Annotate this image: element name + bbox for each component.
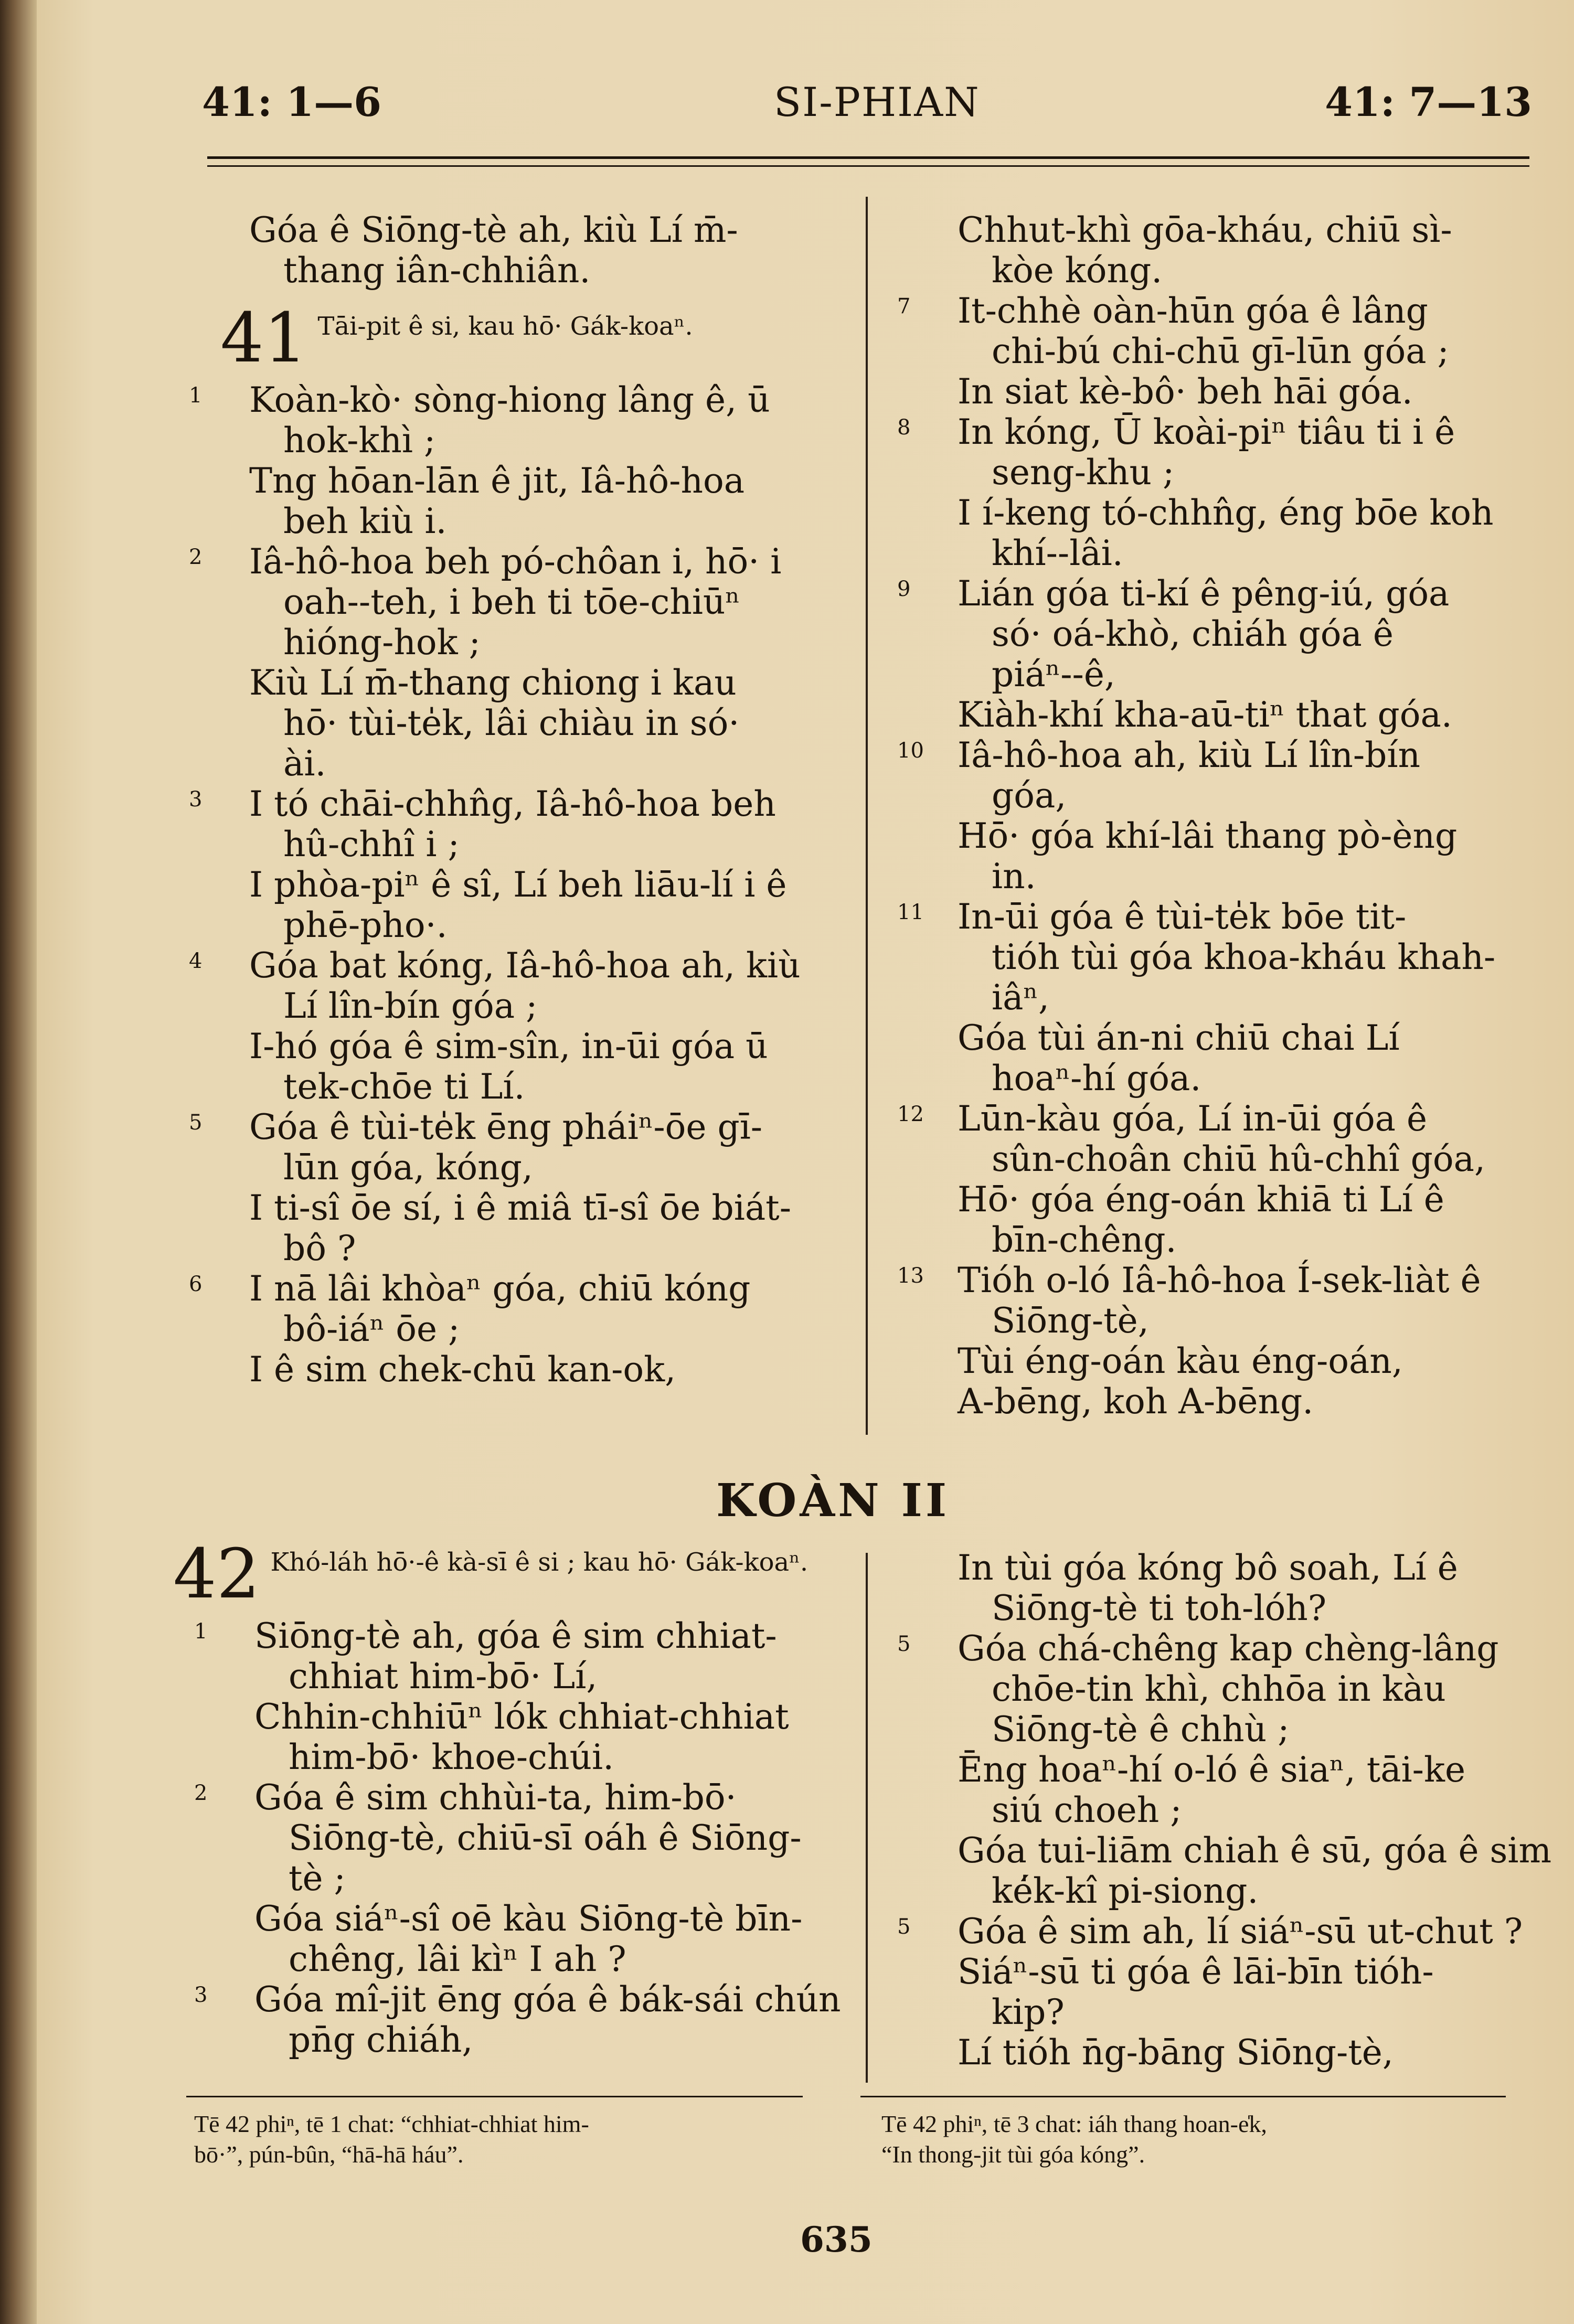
verse-line <box>189 380 834 420</box>
verse-line <box>897 1260 1543 1300</box>
intro-verse <box>220 210 834 291</box>
verse-line <box>929 1750 1543 1790</box>
verse-number: 2 <box>194 1781 208 1805</box>
footnote-rule-right <box>860 2096 1506 2097</box>
chapter-description: Tāi-pit ê si, kau hō· Gák-koaⁿ. <box>317 312 693 341</box>
verse-line <box>226 1939 845 1979</box>
verse-text: Lūn-kàu góa, Lí in-ūi góa ê <box>958 1099 1428 1139</box>
verse-text: Góa ê tùi-te̍k ēng pháiⁿ-ōe gī- <box>249 1107 763 1147</box>
verse-text: Hō· góa éng-oán khiā ti Lí ê <box>958 1179 1444 1220</box>
verse-text: hō· tùi-te̍k, lâi chiàu in só· <box>283 703 740 743</box>
verse-number: 5 <box>897 1915 911 1939</box>
verse-number: 9 <box>897 577 911 601</box>
verse-line <box>929 1139 1543 1179</box>
verse-text: It-chhè oàn-hūn góa ê lâng <box>958 291 1428 331</box>
verse-text: In-ūi góa ê tùi-te̍k bōe tit- <box>958 897 1407 937</box>
verse-line <box>194 1979 845 2020</box>
header-book-name: SI-PHIAN <box>774 79 980 125</box>
verse-text: seng-khu ; <box>992 452 1175 493</box>
column-divider-top <box>866 197 868 1435</box>
verse-line <box>929 1871 1543 1911</box>
verse-line <box>929 1790 1543 1830</box>
footnote-line: bō·”, pún-bûn, “hā-hā háu”. <box>194 2141 464 2168</box>
verse-line <box>220 461 834 501</box>
footnote-line: “In thong-jit tùi góa kóng”. <box>881 2141 1145 2168</box>
verse-text: Góa chá-chêng kap chèng-lâng <box>958 1628 1499 1669</box>
verse-text: Siōng-tè ê chhù ; <box>992 1709 1290 1750</box>
verse-line <box>929 614 1543 654</box>
verse-text: hoaⁿ-hí góa. <box>992 1058 1201 1099</box>
verse-line <box>929 1588 1543 1628</box>
verse-text: Lí lîn-bín góa ; <box>283 986 538 1026</box>
chapter-heading-41 <box>220 298 834 378</box>
verse-line <box>189 1268 834 1309</box>
verse-line <box>220 1147 834 1188</box>
verse-text: Hō· góa khí-lâi thang pò-èng <box>958 816 1458 856</box>
verse-line <box>929 856 1543 897</box>
footnote-left <box>194 2109 589 2170</box>
verse-line <box>929 775 1543 816</box>
verse-text: Tng hōan-lān ê jit, Iâ-hô-hoa <box>249 461 745 501</box>
verse-line <box>929 1018 1543 1058</box>
verse-text: beh kiù i. <box>283 501 447 541</box>
verse-text: Kiàh-khí kha-aū-tiⁿ that góa. <box>958 695 1452 735</box>
bottom-right-column <box>897 1548 1552 2073</box>
verse-line <box>929 533 1543 573</box>
header-right-ref: 41: 7—13 <box>1325 79 1532 125</box>
book-spine <box>0 0 37 2324</box>
verse-line <box>929 977 1543 1018</box>
verse-number: 6 <box>189 1272 203 1296</box>
verse-line <box>897 291 1543 331</box>
page-number: 635 <box>800 2219 873 2260</box>
verse-text: bīn-chêng. <box>992 1220 1177 1260</box>
verse-number: 3 <box>189 787 203 812</box>
verse-lines <box>173 1616 845 2060</box>
verse-text: In kóng, Ū koài-piⁿ tiâu ti i ê <box>958 412 1455 452</box>
verse-text: Góa siáⁿ-sî oē kàu Siōng-tè bīn- <box>254 1899 803 1939</box>
verse-text: Chhin-chhiūⁿ lók chhiat-chhiat <box>254 1697 789 1737</box>
verse-line <box>929 816 1543 856</box>
verse-line <box>929 937 1543 977</box>
verse-text: khí--lâi. <box>992 533 1123 573</box>
verse-line <box>226 1899 845 1939</box>
verse-line <box>929 1952 1543 1992</box>
verse-line <box>929 1058 1543 1099</box>
verse-line <box>929 2032 1543 2073</box>
verse-text: ài. <box>283 743 326 784</box>
verse-text: Siōng-tè ah, góa ê sim chhiat- <box>254 1616 777 1656</box>
verse-text: in. <box>992 856 1036 897</box>
verse-line <box>897 1911 1543 1952</box>
verse-line <box>220 1349 834 1390</box>
verse-number: 7 <box>897 294 911 318</box>
verse-text: Ēng hoaⁿ-hí o-ló ê siaⁿ, tāi-ke <box>958 1750 1466 1790</box>
verse-line <box>929 1830 1552 1871</box>
verse-lines <box>897 210 1543 1422</box>
verse-text: Tùi éng-oán kàu éng-oán, <box>958 1341 1403 1381</box>
book-title: KOÀN II <box>716 1474 950 1527</box>
verse-line <box>929 1179 1543 1220</box>
verse-text: I ê sim chek-chū kan-ok, <box>249 1349 676 1390</box>
verse-line <box>897 573 1543 614</box>
verse-text: I nā lâi khòaⁿ góa, chiū kóng <box>249 1268 751 1309</box>
verse-line <box>897 897 1543 937</box>
verse-text: bô-iáⁿ ōe ; <box>283 1309 460 1349</box>
verse-number: 11 <box>897 900 924 924</box>
verse-line <box>189 1107 834 1147</box>
footnote-line: Tē 42 phiⁿ, tē 1 chat: “chhiat-chhiat him- <box>194 2110 589 2137</box>
verse-text: Siōng-tè ti toh-lóh? <box>992 1588 1327 1628</box>
verse-line <box>220 1309 834 1349</box>
chapter-number: 42 <box>173 1534 260 1614</box>
verse-line <box>226 1697 845 1737</box>
verse-text: lūn góa, kóng, <box>283 1147 533 1188</box>
verse-text: In tùi góa kóng bô soah, Lí ê <box>958 1548 1458 1588</box>
verse-line <box>189 784 834 824</box>
verse-line <box>897 412 1543 452</box>
header-left-ref: 41: 1—6 <box>202 79 382 125</box>
verse-line <box>220 986 834 1026</box>
verse-line <box>194 1777 845 1818</box>
verse-number: 5 <box>189 1111 203 1135</box>
verse-text: Iâ-hô-hoa ah, kiù Lí lîn-bín <box>958 735 1421 775</box>
verse-text: oah--teh, i beh ti tōe-chiūⁿ <box>283 582 740 622</box>
verse-line <box>220 1188 834 1228</box>
verse-text: chōe-tin khì, chhōa in kàu <box>992 1669 1446 1709</box>
verse-line <box>226 1818 845 1858</box>
verse-line <box>220 663 834 703</box>
verse-number: 5 <box>897 1632 911 1656</box>
verse-line <box>897 1628 1543 1669</box>
verse-line <box>220 420 834 461</box>
verse-lines <box>897 1548 1552 2073</box>
verse-line <box>929 331 1543 371</box>
verse-text: chi-bú chi-chū gī-lūn góa ; <box>992 331 1449 371</box>
verse-line <box>929 654 1543 695</box>
verse-number: 8 <box>897 415 911 440</box>
chapter-description: Khó-láh hō·-ê kà-sī ê si ; kau hō· Gák-koaⁿ. <box>270 1548 809 1577</box>
verse-text: Tióh o-ló Iâ-hô-hoa Í-sek-liàt ê <box>958 1260 1481 1300</box>
verse-text: hok-khì ; <box>283 420 436 461</box>
verse-text: iâⁿ, <box>992 977 1049 1018</box>
verse-text: I-hó góa ê sim-sîn, in-ūi góa ū <box>249 1026 768 1067</box>
verse-text: In siat kè-bô· beh hāi góa. <box>958 371 1413 412</box>
verse-text: Góa bat kóng, Iâ-hô-hoa ah, kiù <box>249 945 801 986</box>
verse-line <box>929 250 1543 291</box>
verse-text: piáⁿ--ê, <box>992 654 1115 695</box>
intro-line: Góa ê Siōng-tè ah, kiù Lí m̄- <box>249 210 738 250</box>
verse-text: kip? <box>992 1992 1065 2032</box>
verse-line <box>929 1341 1543 1381</box>
top-right-column <box>897 210 1543 1422</box>
verse-line <box>929 210 1543 250</box>
verse-text: tè ; <box>289 1858 346 1899</box>
bottom-left-column <box>173 1534 845 2060</box>
chapter-heading-42 <box>173 1534 845 1614</box>
verse-text: Koàn-kò· sòng-hiong lâng ê, ū <box>249 380 770 420</box>
top-left-column <box>189 210 834 1390</box>
verse-number: 2 <box>189 545 203 569</box>
verse-line <box>929 1220 1543 1260</box>
verse-text: hióng-hok ; <box>283 622 481 663</box>
verse-line <box>220 1067 834 1107</box>
verse-number: 13 <box>897 1264 924 1288</box>
verse-line <box>226 2020 845 2060</box>
verse-line <box>220 865 834 905</box>
verse-text: Kiù Lí m̄-thang chiong i kau <box>249 663 737 703</box>
verse-line <box>220 905 834 945</box>
column-divider-bottom <box>866 1553 868 2083</box>
verse-text: pn̄g chiáh, <box>289 2020 473 2060</box>
verse-text: ké̍k-kî pi-siong. <box>992 1871 1259 1911</box>
verse-text: Góa tui-liām chiah ê sū, góa ê sim <box>958 1830 1552 1871</box>
verse-line <box>220 743 834 784</box>
verse-lines <box>189 380 834 1390</box>
verse-text: Góa tùi án-ni chiū chai Lí <box>958 1018 1400 1058</box>
verse-text: tek-chōe ti Lí. <box>283 1067 525 1107</box>
verse-line <box>220 1026 834 1067</box>
verse-text: kòe kóng. <box>992 250 1163 291</box>
verse-text: I tó chāi-chhn̂g, Iâ-hô-hoa beh <box>249 784 776 824</box>
verse-line <box>226 1656 845 1697</box>
verse-line <box>929 452 1543 493</box>
verse-text: Chhut-khì gōa-kháu, chiū sì- <box>958 210 1452 250</box>
verse-text: Lián góa ti-kí ê pêng-iú, góa <box>958 573 1450 614</box>
verse-text: I phòa-piⁿ ê sî, Lí beh liāu-lí i ê <box>249 865 787 905</box>
verse-number: 1 <box>189 383 203 408</box>
verse-line <box>929 1709 1543 1750</box>
verse-line <box>220 501 834 541</box>
verse-text: Lí tióh n̄g-bāng Siōng-tè, <box>958 2032 1394 2073</box>
verse-text: I ti-sî ōe sí, i ê miâ tī-sî ōe biát- <box>249 1188 791 1228</box>
verse-line <box>189 945 834 986</box>
verse-line <box>189 541 834 582</box>
verse-line <box>929 1669 1543 1709</box>
verse-text: góa, <box>992 775 1067 816</box>
verse-text: him-bō· khoe-chúi. <box>289 1737 614 1777</box>
verse-text: Góa ê sim chhùi-ta, him-bō· <box>254 1777 737 1818</box>
verse-line <box>897 1099 1543 1139</box>
verse-number: 12 <box>897 1102 924 1126</box>
verse-text: siú choeh ; <box>992 1790 1182 1830</box>
verse-text: Siáⁿ-sū ti góa ê lāi-bīn tióh- <box>958 1952 1434 1992</box>
verse-text: I í-keng tó-chhn̂g, éng bōe koh <box>958 493 1494 533</box>
verse-number: 1 <box>194 1619 208 1644</box>
footnote-right <box>881 2109 1267 2170</box>
header-rule-bottom <box>207 165 1529 167</box>
verse-text: chêng, lâi kìⁿ I ah ? <box>289 1939 626 1979</box>
verse-text: Siōng-tè, chiū-sī oáh ê Siōng- <box>289 1818 802 1858</box>
verse-text: hû-chhî i ; <box>283 824 460 865</box>
verse-line <box>929 493 1543 533</box>
verse-line <box>220 622 834 663</box>
verse-number: 10 <box>897 739 924 763</box>
verse-line <box>220 1228 834 1268</box>
header-rule-top <box>207 156 1529 159</box>
verse-text: A-bēng, koh A-bēng. <box>958 1381 1314 1422</box>
intro-line: thang iân-chhiân. <box>283 250 591 291</box>
verse-text: tióh tùi góa khoa-kháu khah- <box>992 937 1496 977</box>
verse-text: só· oá-khò, chiáh góa ê <box>992 614 1394 654</box>
verse-line <box>194 1616 845 1656</box>
verse-text: sûn-choân chiū hû-chhî góa, <box>992 1139 1485 1179</box>
verse-line <box>220 703 834 743</box>
verse-line <box>929 371 1543 412</box>
verse-line <box>220 582 834 622</box>
verse-text: Góa ê sim ah, lí siáⁿ-sū ut-chut ? <box>958 1911 1523 1952</box>
verse-number: 4 <box>189 949 203 973</box>
verse-text: chhiat him-bō· Lí, <box>289 1656 598 1697</box>
footnote-line: Tē 42 phiⁿ, tē 3 chat: iáh thang hoan-e̍k, <box>881 2110 1267 2137</box>
footnote-rule-left <box>186 2096 803 2097</box>
chapter-number: 41 <box>220 298 307 378</box>
verse-text: Iâ-hô-hoa beh pó-chôan i, hō· i <box>249 541 782 582</box>
verse-text: Siōng-tè, <box>992 1300 1149 1341</box>
verse-line <box>929 1381 1543 1422</box>
verse-line <box>929 1300 1543 1341</box>
verse-line <box>897 735 1543 775</box>
verse-text: bô ? <box>283 1228 356 1268</box>
verse-line <box>929 1992 1543 2032</box>
verse-text: Góa mî-jit ēng góa ê bák-sái chún <box>254 1979 841 2020</box>
verse-line <box>226 1737 845 1777</box>
verse-line <box>220 824 834 865</box>
verse-number: 3 <box>194 1983 208 2007</box>
verse-line <box>929 695 1543 735</box>
verse-line <box>929 1548 1543 1588</box>
verse-text: phē-pho·. <box>283 905 448 945</box>
verse-line <box>226 1858 845 1899</box>
